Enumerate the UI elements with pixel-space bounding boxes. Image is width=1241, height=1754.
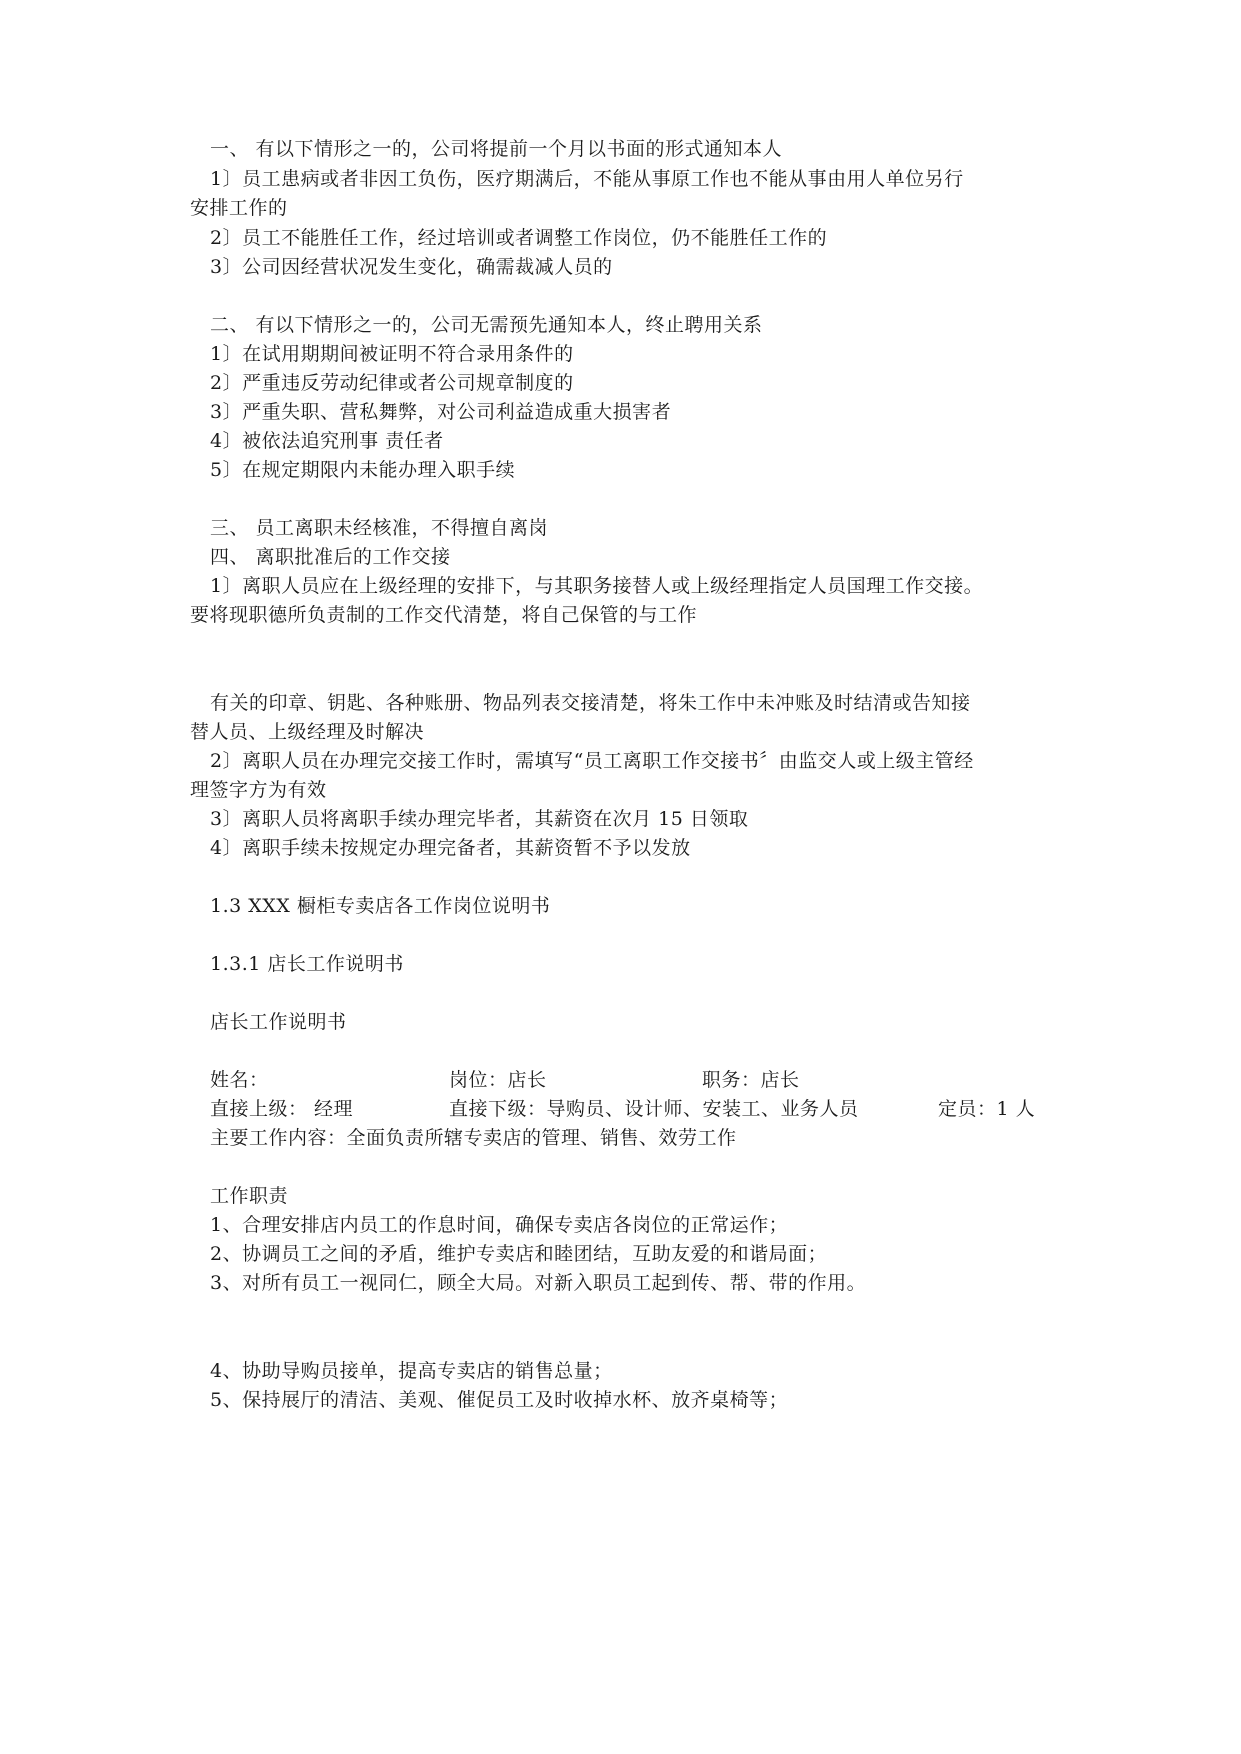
main-content: 主要工作内容：全面负责所辖专卖店的管理、销售、效劳工作	[210, 1127, 737, 1149]
section-four-item-1: 1〕离职人员应在上级经理的安排下，与其职务接替人或上级经理指定人员国理工作交接。	[210, 575, 984, 597]
duty-item-3: 3、对所有员工一视同仁，顾全大局。对新入职员工起到传、帮、带的作用。	[210, 1272, 867, 1294]
name-label: 姓名：	[210, 1069, 269, 1091]
section-two-item-4: 4〕被依法追究刑事 责任者	[210, 430, 444, 452]
superior-label: 直接上级： 经理	[210, 1098, 354, 1120]
duty-item-4: 4、协助导购员接单，提高专卖店的销售总量；	[210, 1360, 613, 1382]
section-four-item-3: 3〕离职人员将离职手续办理完毕者，其薪资在次月 15 日领取	[210, 808, 749, 830]
duty-item-2: 2、协调员工之间的矛盾，维护专卖店和睦团结，互助友爱的和谐局面；	[210, 1243, 828, 1265]
section-four-item-2-cont: 理签字方为有效	[190, 779, 327, 801]
section-two-item-2: 2〕严重违反劳动纪律或者公司规章制度的	[210, 372, 574, 394]
heading-1-3: 1.3 XXX 橱柜专卖店各工作岗位说明书	[210, 895, 551, 917]
section-two-heading: 二、 有以下情形之一的，公司无需预先通知本人，终止聘用关系	[210, 314, 763, 336]
section-one-item-1-cont: 安排工作的	[190, 197, 288, 219]
section-one-item-1: 1〕员工患病或者非因工负伤，医疗期满后，不能从事原工作也不能从事由用人单位另行	[210, 168, 964, 190]
heading-1-3-1: 1.3.1 店长工作说明书	[210, 953, 404, 975]
section-four-item-1-cont-3: 替人员、上级经理及时解决	[190, 721, 425, 743]
duty-item-5: 5、保持展厅的清洁、美观、催促员工及时收掉水杯、放齐桌椅等；	[210, 1389, 789, 1411]
duties-heading: 工作职责	[210, 1185, 289, 1207]
section-four-item-1-cont-2: 有关的印章、钥匙、各种账册、物品列表交接清楚，将朱工作中未冲账及时结清或告知接	[210, 692, 971, 714]
section-two-item-3: 3〕严重失职、营私舞弊，对公司利益造成重大损害者	[210, 401, 672, 423]
section-four-item-1-cont: 要将现职德所负责制的工作交代清楚，将自己保管的与工作	[190, 604, 698, 626]
headcount-label: 定员：1 人	[938, 1098, 1036, 1120]
section-two-item-1: 1〕在试用期期间被证明不符合录用条件的	[210, 343, 574, 365]
title-label: 职务：店长	[702, 1069, 800, 1091]
section-one-item-3: 3〕公司因经营状况发生变化，确需裁减人员的	[210, 256, 613, 278]
section-four-item-2: 2〕离职人员在办理完交接工作时，需填写“员工离职工作交接书〞由监交人或上级主管经	[210, 750, 974, 772]
section-two-item-5: 5〕在规定期限内未能办理入职手续	[210, 459, 516, 481]
section-one-heading: 一、 有以下情形之一的，公司将提前一个月以书面的形式通知本人	[210, 138, 783, 160]
section-four-item-4: 4〕离职手续未按规定办理完备者，其薪资暂不予以发放	[210, 837, 691, 859]
subordinate-label: 直接下级：导购员、设计师、安装工、业务人员	[449, 1098, 859, 1120]
store-manager-title: 店长工作说明书	[210, 1011, 347, 1033]
section-one-item-2: 2〕员工不能胜任工作，经过培训或者调整工作岗位，仍不能胜任工作的	[210, 227, 828, 249]
position-label: 岗位：店长	[449, 1069, 547, 1091]
section-three-heading: 三、 员工离职未经核准，不得擅自离岗	[210, 517, 549, 539]
section-four-heading: 四、 离职批准后的工作交接	[210, 546, 451, 568]
duty-item-1: 1、合理安排店内员工的作息时间，确保专卖店各岗位的正常运作；	[210, 1214, 789, 1236]
